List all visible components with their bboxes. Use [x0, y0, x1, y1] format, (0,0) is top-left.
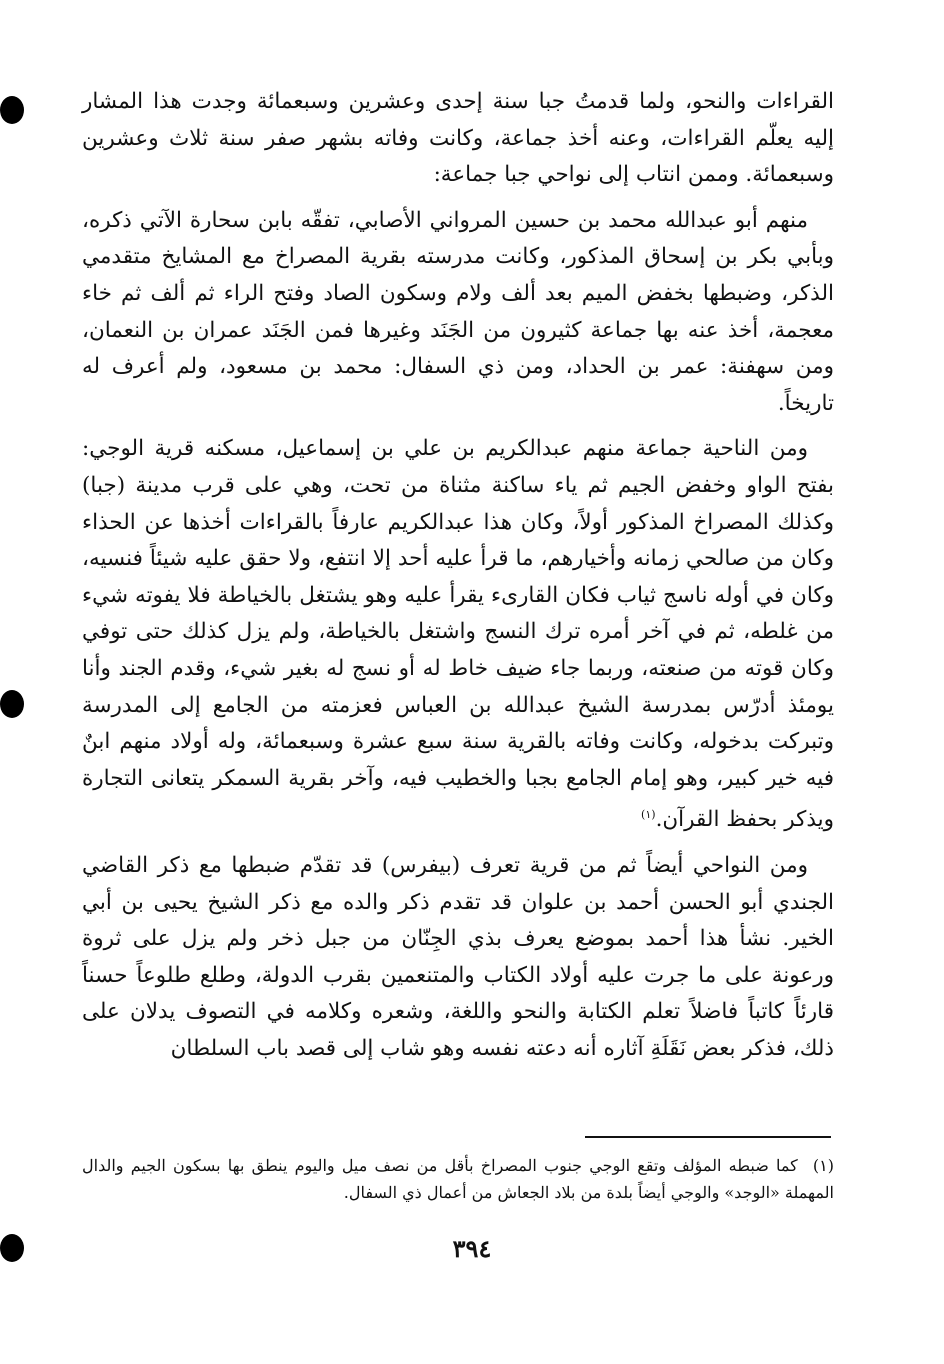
binding-hole	[0, 690, 24, 718]
footnote-marker: (١)	[812, 1156, 834, 1175]
footnote-divider	[585, 1136, 831, 1138]
paragraph: ومن النواحي أيضاً ثم من قرية تعرف (بيفرس) قد تقدّم ضبطها مع ذكر القاضي الجندي أبو الحسن أحمد بن علوان قد تقدم ذكر والده مع ذكر الشيخ يحيى بن أبي الخير. نشأ هذا أحمد بموضع يعرف بذي الجِنّان من جبل ذخر ولم يزل على ثروة ورعونة على ما جرت عليه أولاد الكتاب والمتنعمين بقرب الدولة، وطلع طلوعاً حسناً قارئاً كاتباً فاضلاً تعلم الكتابة والنحو واللغة، وشعره وكلامه في التصوف يدلان على ذلك، فذكر بعض نَقَلَةِ آثاره أنه دعته نفسه وهو شاب إلى قصد باب السلطان	[82, 853, 834, 1061]
paragraph-text: ومن الناحية جماعة منهم عبدالكريم بن علي بن إسماعيل، مسكنه قرية الوجي: بفتح الواو وخفض الجيم ثم ياء ساكنة مثناة من تحت، وهي على قرب مدينة (جبا) وكذلك المصراخ المذكور أولاً، وكان هذا عبدالكريم عارفاً بالقراءات أخذها عن الحذاء وكان من صالحي زمانه وأخيارهم، ما قرأ عليه أحد إلا انتفع، ولا حقق عليه شيئاً فنسيه، وكان في أوله ناسج ثياب فكان القارىء يقرأ عليه وهو يشتغل بالخياطة فلا يفوته شيء من غلطه، ثم في آخر أمره ترك النسج واشتغل بالخياطة، ولم يزل كذلك حتى توفي وكان قوته من صنعته، وربما جاء ضيف خاط له أو نسج له بغير شيء، وقدم الجند وأنا يومئذ أدرّس بمدرسة الشيخ عبدالله بن العباس فعزمته من الجامع إلى المدرسة وتبركت بدخوله، وكانت وفاته بالقرية سنة سبع عشرة وسبعمائة، وله أولاد منهم ابنٌ فيه خير كبير، وهو إمام الجامع بجبا والخطيب فيه، وآخر بقرية السمكر يتعانى التجارة ويذكر بحفظ القرآن.	[82, 436, 834, 833]
footnote-text: كما ضبطه المؤلف وتقع الوجي جنوب المصراخ بأقل من نصف ميل واليوم ينطق بها بسكون الجيم والدال المهملة «الوجد» والوجي أيضاً بلدة من بلاد الجعاش من أعمال ذي السفال.	[82, 1156, 834, 1202]
paragraph: منهم أبو عبدالله محمد بن حسين المرواني الأصابي، تفقّه بابن سحارة الآتي ذكره، وبأبي بكر بن إسحاق المذكور، وكانت مدرسته بقرية المصراخ مع المشايخ متقدمي الذكر، وضبطها بخفض الميم بعد ألف ولام وسكون الصاد وفتح الراء ثم ألف ثم خاء معجمة، أخذ عنه بها جماعة كثيرون من الجَنَد وغيرها فمن الجَنَد عمران بن النعمان، ومن سهفنة: عمر بن الحداد، ومن ذي السفال: محمد بن مسعود، ولم أعرف له تاريخاً.	[82, 207, 834, 416]
main-text	[82, 84, 834, 1077]
paragraph	[82, 431, 834, 839]
paragraph: القراءات والنحو، ولما قدمتُ جبا سنة إحدى وعشرين وسبعمائة وجدت هذا المشار إليه يعلّم القراءات، وعنه أخذ جماعة، وكانت وفاته بشهر صفر سنة ثلاث وعشرين وسبعمائة. وممن انتاب إلى نواحي جبا جماعة:	[82, 89, 834, 188]
page-number: ٣٩٤	[452, 1234, 492, 1263]
binding-hole	[0, 96, 24, 124]
footnote-reference: (١)	[641, 808, 656, 822]
footnote	[82, 1152, 834, 1206]
